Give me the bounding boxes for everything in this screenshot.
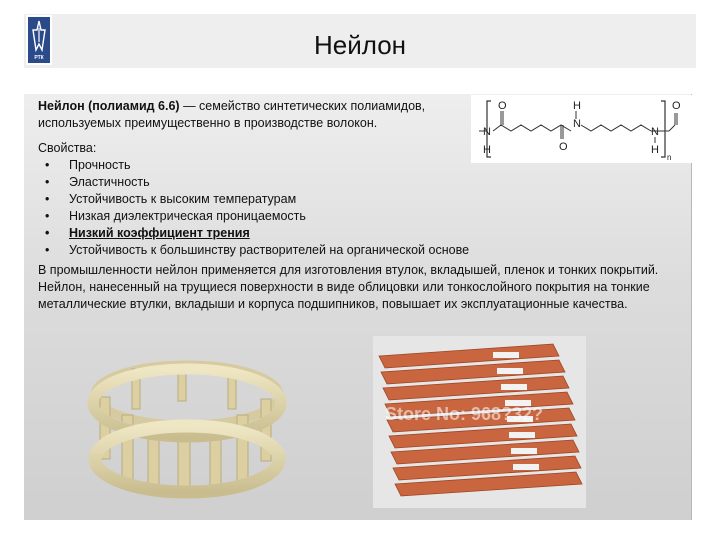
atom-n-right: N (651, 126, 659, 138)
atom-o-mid: O (559, 141, 568, 153)
properties-list (38, 157, 518, 259)
atom-h-top: H (573, 100, 581, 112)
list-item: • Низкая диэлектрическая проницаемость (38, 208, 518, 225)
atom-h-left: H (483, 144, 491, 156)
atom-n-left: N (483, 126, 491, 138)
nylon-bearing-cage-image (82, 355, 292, 505)
list-item: • Прочность (38, 157, 518, 174)
industry-paragraph: В промышленности нейлон применяется для изготовления втулок, вкладышей, пленок и тонких покрытий. Нейлон, нанесенный на трущиеся поверхности в виде облицовки или тонкослойного покрытия на тонкие металлические втулки, вкладыши и корпуса подшипников, повышает их эксплуатационные качества. (38, 263, 659, 311)
bond-chain-2 (581, 125, 651, 131)
intro-text-1: — семейство синтетических полиамидов, (179, 99, 426, 113)
properties-heading: Свойства: (38, 141, 97, 155)
copper-circuit-boards-image (373, 336, 586, 508)
intro-text-2: используемых преимущественно в производстве волокон. (38, 116, 378, 130)
atom-h-right: H (651, 144, 659, 156)
atom-o-right: O (672, 100, 681, 112)
bond-chain-1 (493, 125, 571, 131)
list-item: • Эластичность (38, 174, 518, 191)
formula-subscript: n (667, 153, 672, 162)
properties-block (38, 140, 518, 259)
page-title: Нейлон (313, 30, 407, 60)
right-bracket (661, 101, 665, 157)
intro-paragraph (38, 98, 468, 132)
atom-o1: O (498, 100, 507, 112)
intro-term: Нейлон (полиамид 6.6) (38, 99, 180, 113)
atom-n-mid: N (573, 118, 581, 130)
list-item: • Устойчивость к большинству растворителей на органической основе (38, 242, 518, 259)
bond-end-2 (669, 125, 675, 131)
list-item-highlight: • Низкий коэффициент трения (38, 225, 518, 242)
logo-text: РТК (34, 55, 44, 61)
list-item: • Устойчивость к высоким температурам (38, 191, 518, 208)
watermark-text: Store No: 968?32? (385, 404, 544, 424)
